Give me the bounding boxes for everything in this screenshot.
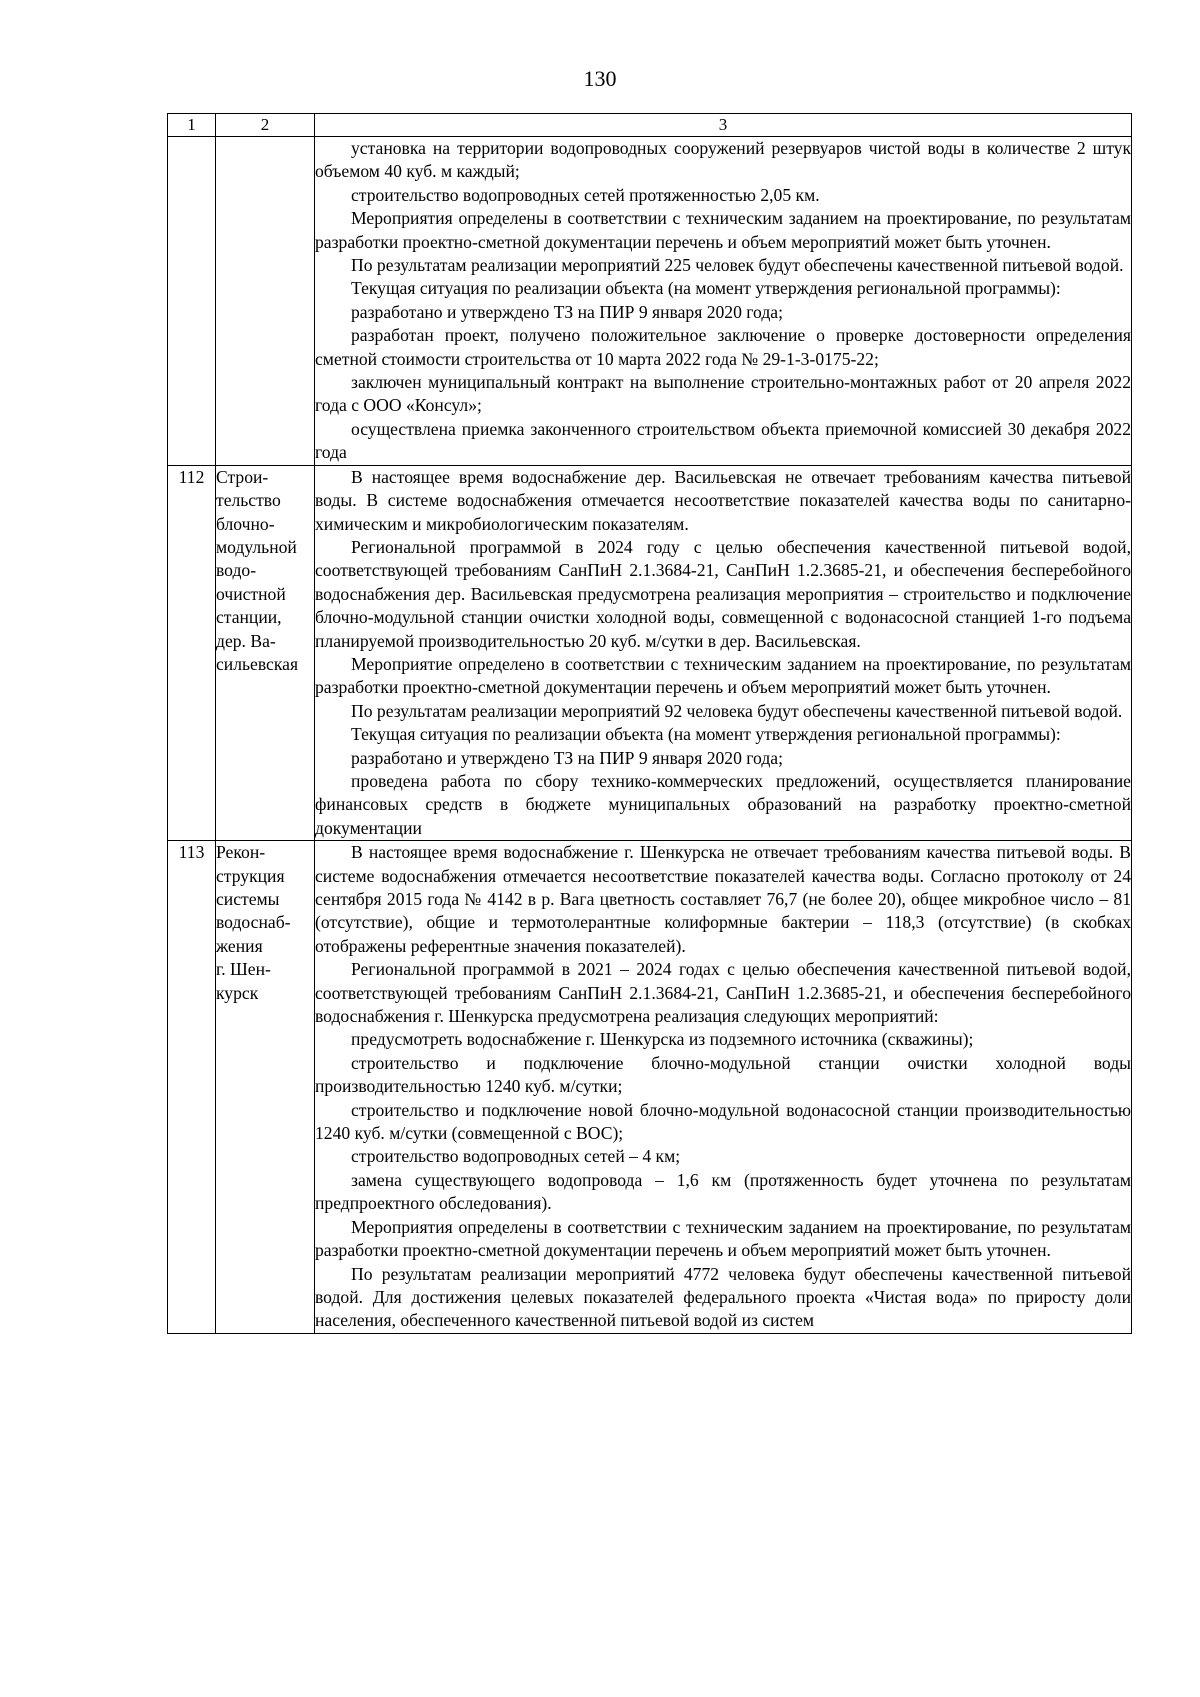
description-paragraph: В настоящее время водоснабжение г. Шенкурска не отвечает требованиям качества питьевой воды. В системе водоснабжения отмечается несоответствие показателей качества воды. Согласно протоколу от 24 сентября 2015 года № 4142 в р. Вага цветность составляет 76,7 (не более 20), общее микробное число – 81 (отсутствие), общие и термотолерантные колиформные бактерии – 118,3 (отсутствие) (в скобках отображены референтные значения показателей).: [315, 842, 1131, 956]
measures-table: [167, 113, 1132, 1334]
row-number: [168, 137, 216, 466]
object-name-line: струкция: [216, 865, 285, 886]
object-name-line: жения: [216, 935, 263, 956]
description-cell: [315, 137, 1132, 466]
description-paragraph: Мероприятие определено в соответствии с техническим заданием на проектирование, по результатам разработки проектно-сметной документации перечень и объем мероприятий может быть уточнен.: [315, 653, 1131, 698]
description-paragraph: строительство водопроводных сетей – 4 км;: [351, 1146, 681, 1167]
table-row: [168, 841, 1132, 1334]
object-name-cell: [216, 137, 315, 466]
object-name-line: водо-: [216, 560, 257, 581]
table-row: [168, 137, 1132, 466]
object-name-line: Рекон-: [216, 842, 266, 863]
page-number: 130: [583, 66, 617, 91]
description-paragraph: заключен муниципальный контракт на выполнение строительно-монтажных работ от 20 апреля 2022 года с ООО «Консул»;: [315, 372, 1131, 416]
description-paragraph: замена существующего водопровода – 1,6 км (протяженность будет уточнена по результатам предпроектного обследования).: [315, 1169, 1131, 1214]
header-col-3: 3: [315, 114, 1132, 137]
description-paragraph: разработано и утверждено ТЗ на ПИР 9 января 2020 года;: [351, 301, 783, 322]
object-name-line: водоснаб-: [216, 912, 291, 933]
description-paragraph: Текущая ситуация по реализации объекта (на момент утверждения региональной программы):: [351, 278, 1061, 299]
row-number: 113: [168, 841, 216, 1334]
description-paragraph: разработано и утверждено ТЗ на ПИР 9 января 2020 года;: [351, 747, 783, 768]
description-cell: [315, 465, 1132, 841]
description-paragraph: В настоящее время водоснабжение дер. Васильевская не отвечает требованиям качества питьевой воды. В системе водоснабжения отмечается несоответствие показателей качества воды по санитарно-химическим и микробиологическим показателям.: [315, 466, 1131, 534]
description-paragraph: По результатам реализации мероприятий 225 человек будут обеспечены качественной питьевой водой.: [351, 255, 1124, 276]
description-paragraph: Текущая ситуация по реализации объекта (на момент утверждения региональной программы):: [351, 724, 1061, 745]
row-number: 112: [168, 465, 216, 841]
description-paragraph: По результатам реализации мероприятий 92 человека будут обеспечены качественной питьевой водой.: [351, 700, 1123, 721]
description-paragraph: разработан проект, получено положительное заключение о проверке достоверности определения сметной стоимости строительства от 10 марта 2022 года № 29-1-3-0175-22;: [315, 325, 1131, 369]
description-paragraph: Региональной программой в 2024 году с целью обеспечения качественной питьевой водой, соответствующей требованиям СанПиН 2.1.3684-21, СанПиН 1.2.3685-21, и обеспечения бесперебойного водоснабжения дер. Васильевская предусмотрена реализация мероприятия – строительство и подключение блочно-модульной станции очистки холодной воды, совмещенной с водонасосной станцией 1-го подъема планируемой производительностью 20 куб. м/сутки в дер. Васильевская.: [315, 536, 1131, 651]
object-name-line: сильевская: [216, 653, 299, 674]
header-col-1: 1: [168, 114, 216, 137]
description-paragraph: По результатам реализации мероприятий 4772 человека будут обеспечены качественной питьевой водой. Для достижения целевых показателей федерального проекта «Чистая вода» по приросту доли населения, обеспеченного качественной питьевой водой из систем: [315, 1263, 1131, 1331]
header-col-2: 2: [216, 114, 315, 137]
object-name-line: курск: [216, 982, 259, 1003]
object-name-line: очистной: [216, 583, 286, 604]
description-paragraph: строительство и подключение новой блочно-модульной водонасосной станции производительностью 1240 куб. м/сутки (совмещенной с ВОС);: [315, 1099, 1131, 1144]
table-header-row: [168, 114, 1132, 137]
object-name-line: Строи-: [216, 466, 269, 487]
object-name-line: станции,: [216, 607, 282, 628]
object-name-line: блочно-: [216, 513, 275, 534]
description-paragraph: строительство и подключение блочно-модульной станции очистки холодной воды производительностью 1240 куб. м/сутки;: [315, 1052, 1131, 1097]
object-name-line: системы: [216, 889, 280, 909]
description-paragraph: Региональной программой в 2021 – 2024 годах с целью обеспечения качественной питьевой водой, соответствующей требованиям СанПиН 2.1.3684-21, СанПиН 1.2.3685-21, и обеспечения бесперебойного водоснабжения г. Шенкурска предусмотрена реализация следующих мероприятий:: [315, 959, 1131, 1027]
description-paragraph: установка на территории водопроводных сооружений резервуаров чистой воды в количестве 2 штук объемом 40 куб. м каждый;: [315, 138, 1131, 182]
description-cell: [315, 841, 1132, 1334]
description-paragraph: предусмотреть водоснабжение г. Шенкурска из подземного источника (скважины);: [351, 1029, 974, 1050]
description-paragraph: Мероприятия определены в соответствии с техническим заданием на проектирование, по результатам разработки проектно-сметной документации перечень и объем мероприятий может быть уточнен.: [315, 208, 1131, 252]
object-name-line: г. Шен-: [216, 959, 271, 980]
description-paragraph: Мероприятия определены в соответствии с техническим заданием на проектирование, по результатам разработки проектно-сметной документации перечень и объем мероприятий может быть уточнен.: [315, 1216, 1131, 1261]
description-paragraph: строительство водопроводных сетей протяженностью 2,05 км.: [351, 184, 820, 205]
object-name-line: модульной: [216, 536, 297, 557]
description-paragraph: проведена работа по сбору технико-коммерческих предложений, осуществляется планирование финансовых средств в бюджете муниципальных образований на разработку проектно-сметной документации: [315, 770, 1131, 838]
object-name-line: тельство: [216, 490, 281, 511]
object-name-cell: [216, 465, 315, 841]
description-paragraph: осуществлена приемка законченного строительством объекта приемочной комиссией 30 декабря 2022 года: [315, 418, 1131, 463]
object-name-line: дер. Ва-: [216, 630, 276, 651]
table-row: [168, 465, 1132, 841]
object-name-cell: [216, 841, 315, 1334]
